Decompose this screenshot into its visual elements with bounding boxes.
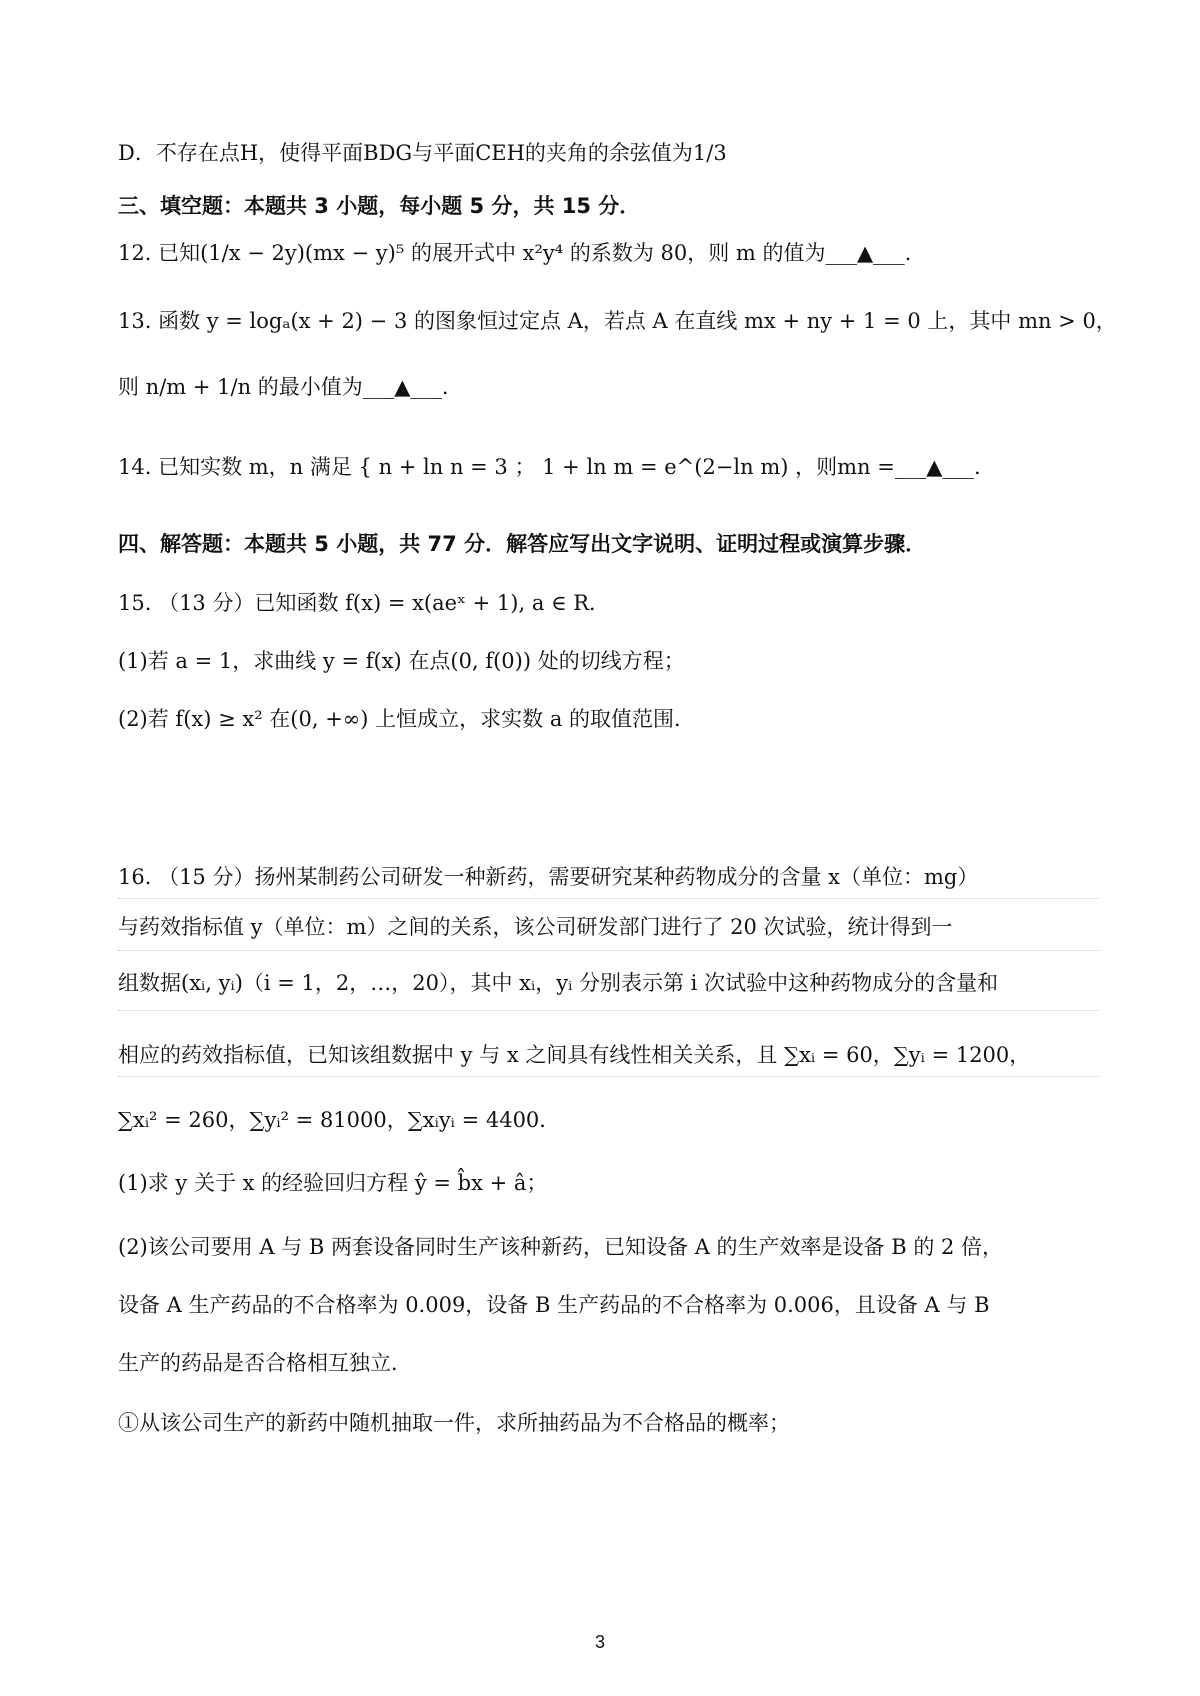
question-13-line-2: 则 n/m + 1/n 的最小值为___▲___. bbox=[118, 375, 449, 399]
question-16-part-2-line-3: 生产的药品是否合格相互独立． bbox=[118, 1351, 412, 1375]
question-16-line-5: ∑xᵢ² = 260，∑yᵢ² = 81000，∑xᵢyᵢ = 4400． bbox=[118, 1108, 561, 1132]
question-16-part-2-line-1: (2)该公司要用 A 与 B 两套设备同时生产该种新药，已知设备 A 的生产效率是设备 B 的 2 倍， bbox=[118, 1235, 1004, 1259]
page-number: 3 bbox=[594, 1632, 605, 1652]
question-16-line-1: 16. （15 分）扬州某制药公司研发一种新药，需要研究某种药物成分的含量 x（单位：mg） bbox=[118, 865, 979, 889]
dotted-rule bbox=[118, 1076, 1100, 1077]
section-4-header: 四、解答题：本题共 5 小题，共 77 分．解答应写出文字说明、证明过程或演算步骤． bbox=[118, 532, 927, 556]
question-16-sub-1: ①从该公司生产的新药中随机抽取一件，求所抽药品为不合格品的概率； bbox=[118, 1411, 790, 1435]
question-16-line-4: 相应的药效指标值，已知该组数据中 y 与 x 之间具有线性相关关系，且 ∑xᵢ = 60，∑yᵢ = 1200， bbox=[118, 1043, 1031, 1067]
question-16-part-2-line-2: 设备 A 生产药品的不合格率为 0.009，设备 B 生产药品的不合格率为 0.006，且设备 A 与 B bbox=[118, 1293, 990, 1317]
question-13-line-1: 13. 函数 y = logₐ(x + 2) − 3 的图象恒过定点 A，若点 A 在直线 mx + ny + 1 = 0 上，其中 mn > 0， bbox=[118, 309, 1117, 333]
question-15-part-2: (2)若 f(x) ≥ x² 在(0, +∞) 上恒成立，求实数 a 的取值范围． bbox=[118, 707, 696, 731]
dotted-rule bbox=[118, 898, 1100, 899]
question-14: 14. 已知实数 m，n 满足 { n + ln n = 3 ； 1 + ln m = e^(2−ln m) ，则mn =___▲___. bbox=[118, 455, 981, 479]
question-12: 12. 已知(1/x − 2y)(mx − y)⁵ 的展开式中 x²y⁴ 的系数为 80，则 m 的值为___▲___. bbox=[118, 241, 912, 265]
question-15-stem: 15. （13 分）已知函数 f(x) = x(aeˣ + 1), a ∈ R． bbox=[118, 591, 611, 615]
question-16-line-2: 与药效指标值 y（单位：m）之间的关系，该公司研发部门进行了 20 次试验，统计得到一 bbox=[118, 915, 953, 939]
dotted-rule bbox=[118, 1010, 1100, 1011]
dotted-rule bbox=[118, 950, 1100, 951]
question-15-part-1: (1)若 a = 1，求曲线 y = f(x) 在点(0, f(0)) 处的切线方程； bbox=[118, 649, 685, 673]
option-d: D．不存在点H，使得平面BDG与平面CEH的夹角的余弦值为1/3 bbox=[118, 141, 727, 165]
question-16-line-3: 组数据(xᵢ, yᵢ)（i = 1，2，…，20），其中 xᵢ，yᵢ 分别表示第 i 次试验中这种药物成分的含量和 bbox=[118, 971, 999, 995]
question-16-part-1: (1)求 y 关于 x 的经验回归方程 ŷ = b̂x + â； bbox=[118, 1171, 548, 1195]
section-3-header: 三、填空题：本题共 3 小题，每小题 5 分，共 15 分． bbox=[118, 194, 641, 218]
